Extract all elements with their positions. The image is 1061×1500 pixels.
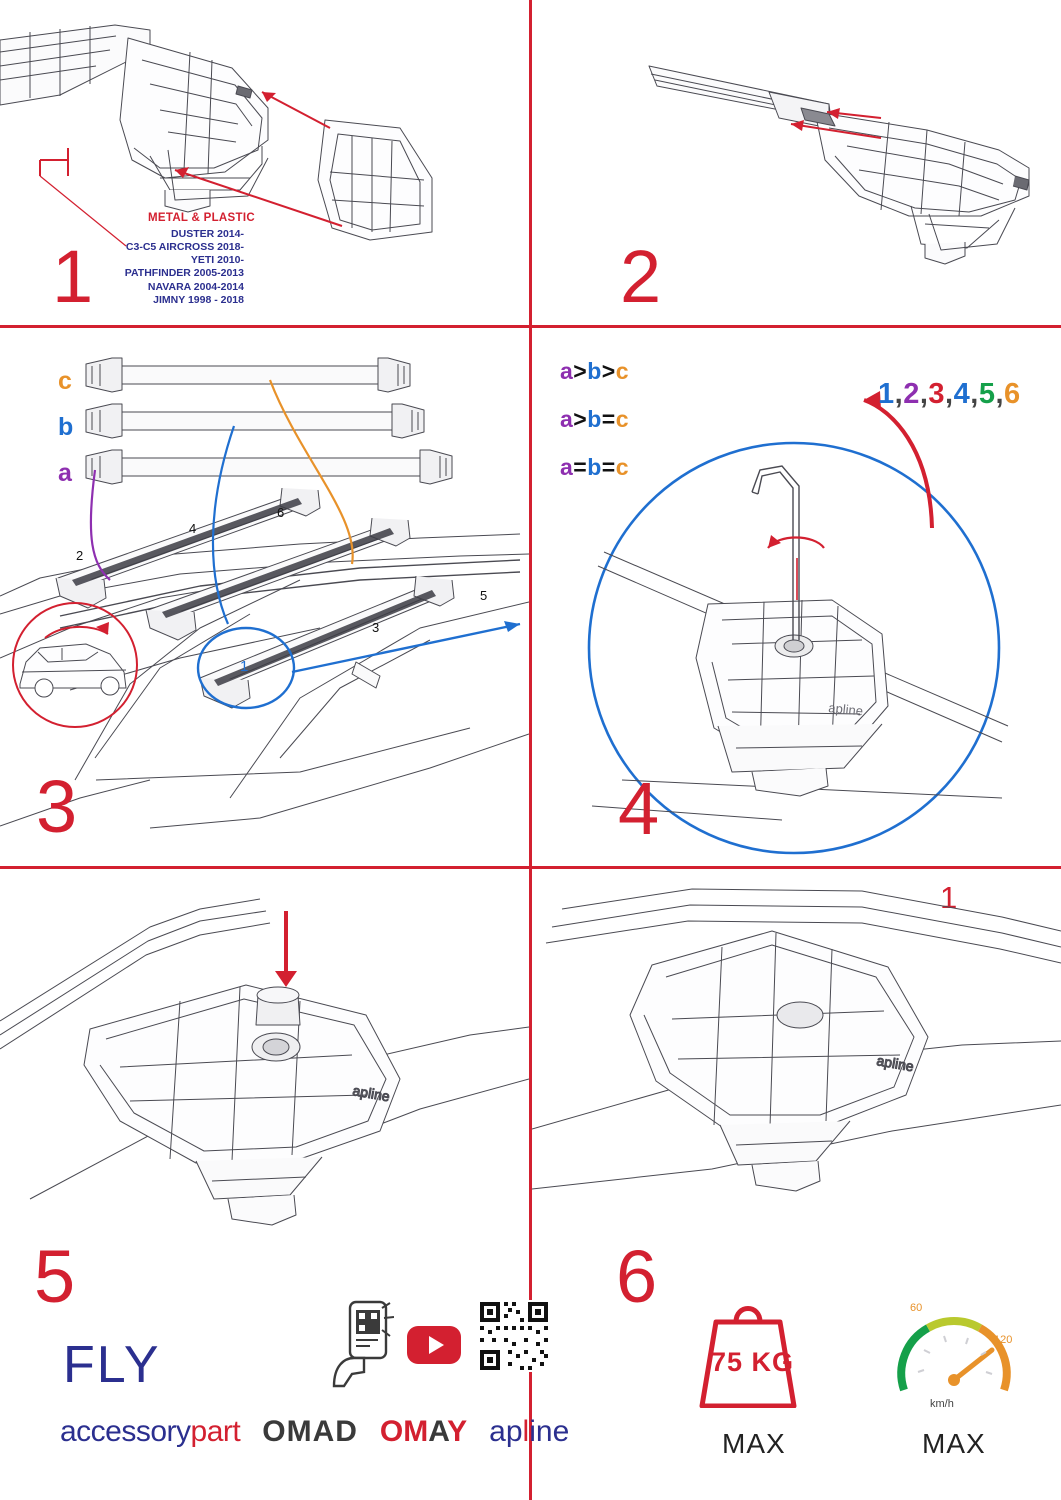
vehicle-list-item: PATHFINDER 2005-2013 bbox=[124, 267, 244, 280]
bar-row-label-c: c bbox=[58, 367, 72, 395]
svg-text:apline: apline bbox=[827, 700, 864, 719]
brand-accessorypart bbox=[60, 1415, 240, 1449]
svg-text:apline: apline bbox=[875, 1052, 916, 1075]
formula-op: > bbox=[573, 358, 588, 384]
speed-max-label: MAX bbox=[922, 1428, 986, 1459]
formula-a: a bbox=[560, 358, 574, 384]
formula-op: > bbox=[573, 406, 588, 432]
speed-tick-60: 60 bbox=[910, 1302, 923, 1314]
seq-sep: , bbox=[945, 378, 954, 410]
formula-b: b bbox=[587, 406, 602, 432]
bar-row-label-b: b bbox=[58, 413, 74, 441]
vehicle-list-item: YETI 2010- bbox=[190, 254, 244, 267]
bar-row-label-a: a bbox=[58, 459, 72, 487]
qr-scan-hand-icon bbox=[330, 1300, 394, 1390]
formula-b: b bbox=[587, 454, 602, 480]
seq-2: 2 bbox=[903, 378, 920, 410]
step-number-2: 2 bbox=[620, 235, 661, 318]
formula-c: c bbox=[615, 358, 630, 384]
youtube-icon[interactable] bbox=[406, 1325, 462, 1365]
vehicle-list-item: C3-C5 AIRCROSS 2018- bbox=[125, 241, 244, 254]
seq-sep: , bbox=[919, 378, 929, 410]
formula-b: b bbox=[587, 358, 602, 384]
step-number-5: 5 bbox=[34, 1235, 75, 1318]
brand-accessory-text: accessory bbox=[60, 1415, 191, 1448]
brand-part-text: part bbox=[190, 1415, 241, 1448]
brand-omay bbox=[380, 1415, 467, 1449]
seq-3: 3 bbox=[928, 378, 946, 410]
step-number-1: 1 bbox=[52, 235, 93, 318]
brand-omad: OMAD bbox=[262, 1415, 358, 1448]
formula-op: > bbox=[601, 358, 616, 384]
seq-6: 6 bbox=[1004, 378, 1021, 410]
callout-4: 4 bbox=[189, 521, 197, 536]
brand-apline-post: ine bbox=[529, 1415, 570, 1448]
brand-apline-pre: ap bbox=[489, 1415, 523, 1448]
panel4-zoom-callout: 1 bbox=[940, 880, 958, 915]
step-number-3: 3 bbox=[36, 765, 77, 848]
formula-op: = bbox=[601, 406, 616, 432]
formula-c: c bbox=[615, 406, 630, 432]
brand-omay-mid: A bbox=[428, 1415, 448, 1448]
formula-a: a bbox=[560, 454, 574, 480]
brand-omay-post: Y bbox=[447, 1415, 468, 1448]
seq-sep: , bbox=[995, 378, 1005, 410]
callout-1: 1 bbox=[240, 658, 249, 675]
brand-apline bbox=[489, 1415, 569, 1449]
fly-brand-title: FLY bbox=[63, 1336, 161, 1394]
speed-unit: km/h bbox=[930, 1398, 954, 1410]
formula-op: = bbox=[573, 454, 588, 480]
vehicle-list-item: JIMNY 1998 - 2018 bbox=[153, 293, 244, 306]
callout-6: 6 bbox=[277, 505, 285, 520]
panel6-illustration bbox=[532, 869, 1061, 1229]
qr-code-icon bbox=[478, 1300, 550, 1372]
seq-sep: , bbox=[894, 378, 904, 410]
seq-5: 5 bbox=[978, 378, 996, 410]
seq-1: 1 bbox=[878, 378, 895, 410]
step-number-4: 4 bbox=[618, 767, 659, 850]
callout-3: 3 bbox=[372, 620, 380, 635]
weight-value: 75 KG bbox=[711, 1347, 795, 1377]
seq-sep: , bbox=[970, 378, 979, 410]
formula-op: = bbox=[601, 454, 616, 480]
weight-max-label: MAX bbox=[722, 1428, 786, 1459]
speed-limit-gauge-icon bbox=[888, 1292, 1020, 1412]
material-note: METAL & PLASTIC bbox=[148, 212, 255, 224]
seq-4: 4 bbox=[953, 378, 971, 410]
panel5-illustration bbox=[0, 869, 529, 1229]
formula-c: c bbox=[615, 454, 630, 480]
panel2-illustration bbox=[529, 0, 1061, 325]
svg-text:apline: apline bbox=[351, 1082, 392, 1105]
callout-2: 2 bbox=[76, 548, 84, 563]
callout-5: 5 bbox=[480, 588, 488, 603]
formula-a: a bbox=[560, 406, 574, 432]
brand-apline-mid: l bbox=[522, 1415, 530, 1448]
speed-tick-120: 120 bbox=[994, 1334, 1013, 1346]
brand-omay-pre: OM bbox=[379, 1415, 429, 1448]
step-number-6: 6 bbox=[616, 1235, 657, 1318]
vehicle-list bbox=[0, 228, 244, 307]
vehicle-list-item: NAVARA 2004-2014 bbox=[147, 280, 244, 293]
vehicle-list-item: DUSTER 2014- bbox=[171, 228, 244, 240]
brand-row bbox=[60, 1415, 569, 1449]
tightening-sequence bbox=[878, 378, 1021, 411]
panel3-illustration bbox=[0, 328, 529, 866]
